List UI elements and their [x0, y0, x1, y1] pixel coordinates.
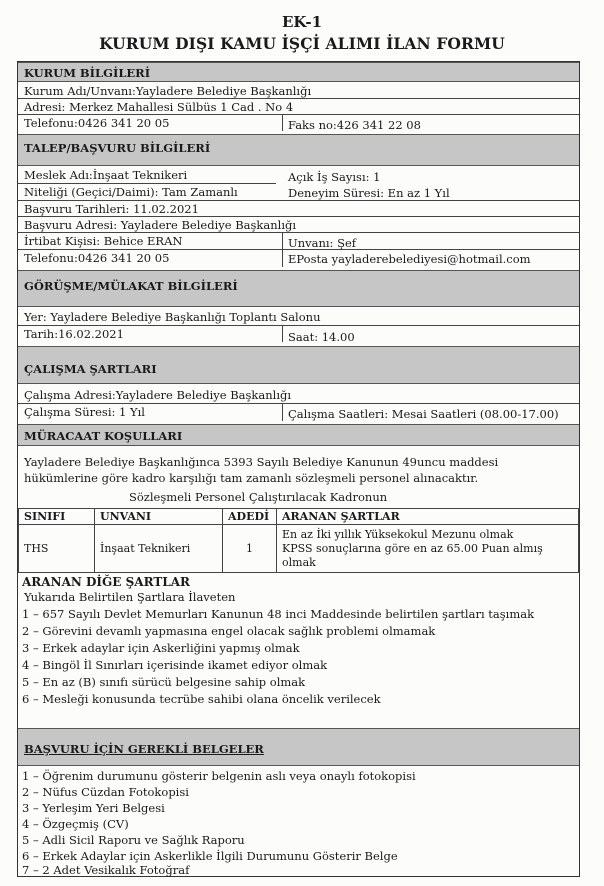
institution-name: Kurum Adı/Unvanı:Yayladere Belediye Başkanlığı — [24, 84, 312, 98]
other-conditions-title: ARANAN DİĞE ŞARTLAR — [22, 575, 190, 589]
condition-item: 6 – Mesleği konusunda tecrübe sahibi olana öncelik verilecek — [22, 692, 381, 706]
table-row — [19, 525, 579, 573]
application-address: Başvuru Adresi: Yayladere Belediye Başkanlığı — [24, 218, 297, 232]
column-header-requirements: ARANAN ŞARTLAR — [277, 509, 579, 525]
work-address: Çalışma Adresi:Yayladere Belediye Başkanlığı — [24, 388, 292, 402]
interview-section-header: GÖRÜŞME/MÜLAKAT BİLGİLERİ — [18, 270, 579, 307]
document-item: 6 – Erkek Adaylar için Askerlikle İlgili Durumunu Gösterir Belge — [22, 849, 398, 863]
column-header-title: UNVANI — [95, 509, 223, 525]
profession: Meslek Adı:İnşaat Teknikeri — [24, 168, 188, 182]
document-item: 5 – Adli Sicil Raporu ve Sağlık Raporu — [22, 833, 245, 847]
announcement-form — [17, 61, 580, 877]
condition-item: 2 – Görevini devamlı yapmasına engel olacak sağlık problemi olmamak — [22, 624, 436, 638]
work-hours: Çalışma Saatleri: Mesai Saatleri (08.00-17.00) — [288, 407, 559, 421]
experience-duration: Deneyim Süresi: En az 1 Yıl — [288, 186, 450, 200]
open-positions: Açık İş Sayısı: 1 — [288, 170, 381, 184]
row-divider — [18, 114, 579, 115]
row-divider — [18, 325, 579, 326]
work-section-header: ÇALIŞMA ŞARTLARI — [18, 346, 579, 384]
application-dates: Başvuru Tarihleri: 11.02.2021 — [24, 202, 199, 216]
position-requirements — [277, 525, 579, 573]
contact-title: Unvanı: Şef — [288, 236, 357, 250]
column-header-class: SINIFI — [19, 509, 95, 525]
documents-section-header: BAŞVURU İÇİN GEREKLİ BELGELER — [18, 728, 579, 766]
positions-table — [18, 508, 579, 573]
table-caption: Sözleşmeli Personel Çalıştırılacak Kadronun — [129, 490, 388, 504]
position-count: 1 — [223, 525, 277, 573]
row-divider — [18, 216, 579, 217]
contact-person: İrtibat Kişisi: Behice ERAN — [24, 234, 183, 248]
column-header-count: ADEDİ — [223, 509, 277, 525]
document-item: 4 – Özgeçmiş (CV) — [22, 817, 129, 831]
column-divider — [282, 233, 283, 267]
interview-place: Yer: Yayladere Belediye Başkanlığı Toplantı Salonu — [24, 310, 321, 324]
column-divider — [282, 404, 283, 421]
table-header-row — [19, 509, 579, 525]
request-section-header: TALEP/BAŞVURU BİLGİLERİ — [18, 134, 579, 166]
row-divider — [18, 98, 579, 99]
interview-time: Saat: 14.00 — [288, 330, 355, 344]
condition-item: 5 – En az (B) sınıfı sürücü belgesine sahip olmak — [22, 675, 306, 689]
application-text-line2: hükümlerine göre kadro karşılığı tam zamanlı sözleşmeli personel alınacaktır. — [24, 471, 479, 485]
application-text-line1: Yayladere Belediye Başkanlığınca 5393 Sayılı Belediye Kanunun 49uncu maddesi — [24, 455, 499, 469]
position-nature: Niteliği (Geçici/Daimi): Tam Zamanlı — [24, 185, 238, 199]
condition-item: 4 – Bingöl İl Sınırları içerisinde ikamet ediyor olmak — [22, 658, 328, 672]
column-divider — [282, 326, 283, 342]
contact-email: EPosta yayladerebelediyesi@hotmail.com — [288, 252, 531, 266]
document-item: 1 – Öğrenim durumunu gösterir belgenin aslı veya onaylı fotokopisi — [22, 769, 416, 783]
contact-phone: Telefonu:0426 341 20 05 — [24, 251, 170, 265]
requirement-line: En az İki yıllık Yüksekokul Mezunu olmak — [282, 527, 514, 541]
row-divider — [18, 249, 579, 250]
document-item: 3 – Yerleşim Yeri Belgesi — [22, 801, 165, 815]
institution-address: Adresi: Merkez Mahallesi Sülbüs 1 Cad . No 4 — [24, 100, 294, 114]
condition-item: 3 – Erkek adaylar için Askerliğini yapmış olmak — [22, 641, 300, 655]
column-divider — [282, 115, 283, 131]
institution-phone: Telefonu:0426 341 20 05 — [24, 116, 170, 130]
annex-code: EK-1 — [281, 13, 323, 31]
application-section-header: MÜRACAAT KOŞULLARI — [18, 424, 579, 446]
document-item: 7 – 2 Adet Vesikalık Fotoğraf — [22, 863, 190, 877]
institution-section-header: KURUM BİLGİLERİ — [18, 62, 579, 82]
document-item: 2 – Nüfus Cüzdan Fotokopisi — [22, 785, 189, 799]
institution-fax: Faks no:426 341 22 08 — [288, 118, 421, 132]
position-class: THS — [19, 525, 95, 573]
condition-item: 1 – 657 Sayılı Devlet Memurları Kanunun 48 inci Maddesinde belirtilen şartları taşımak — [22, 607, 535, 621]
row-divider — [18, 200, 579, 201]
position-title: İnşaat Teknikeri — [95, 525, 223, 573]
other-conditions-intro: Yukarıda Belirtilen Şartlara İlaveten — [24, 590, 236, 604]
interview-date: Tarih:16.02.2021 — [24, 327, 124, 341]
requirement-line: KPSS sonuçlarına göre en az 65.00 Puan almış — [282, 541, 543, 555]
row-divider — [18, 403, 579, 404]
requirement-line: olmak — [282, 555, 316, 569]
row-divider — [18, 232, 579, 233]
work-duration: Çalışma Süresi: 1 Yıl — [24, 405, 145, 419]
row-divider — [18, 183, 276, 184]
form-title: KURUM DIŞI KAMU İŞÇİ ALIMI İLAN FORMU — [99, 34, 505, 53]
